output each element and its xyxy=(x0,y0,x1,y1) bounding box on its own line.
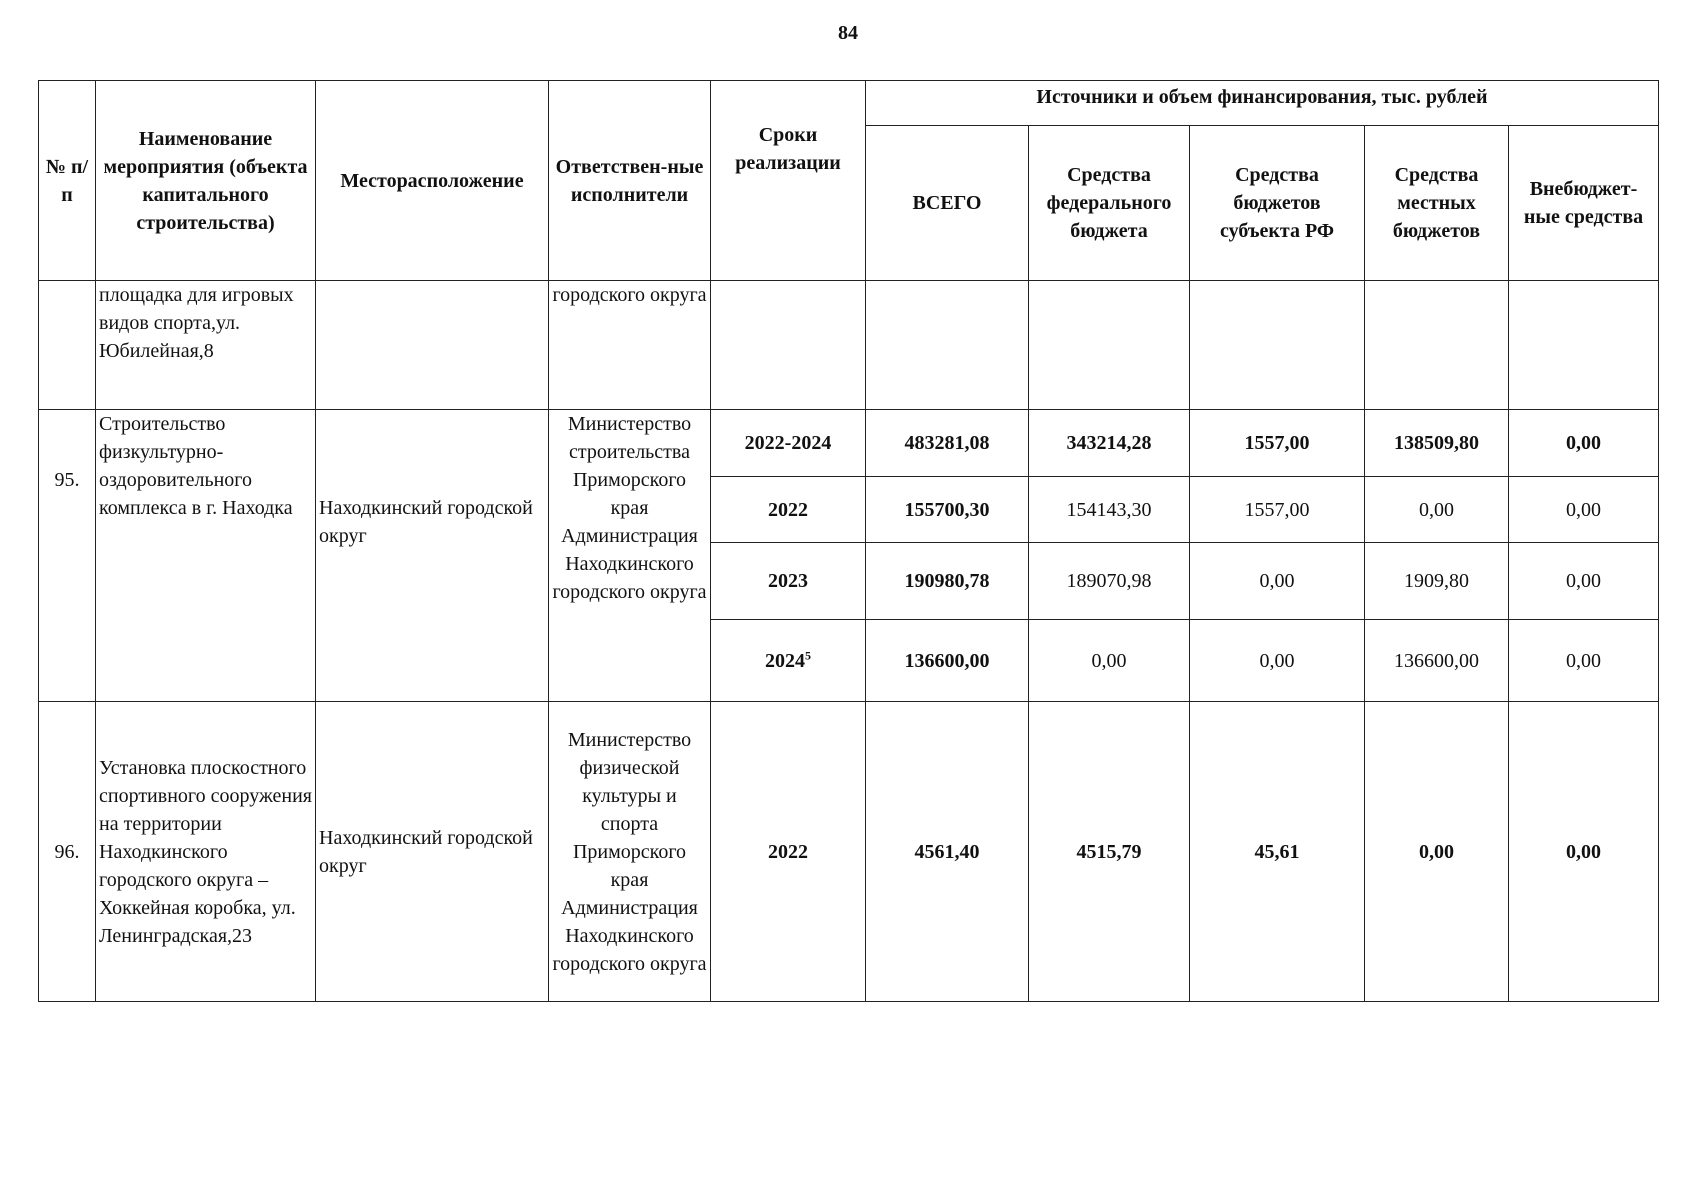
item95-local: 136600,00 xyxy=(1365,620,1509,702)
header-federal: Средства федерального бюджета xyxy=(1029,126,1190,281)
header-total: ВСЕГО xyxy=(866,126,1029,281)
item96-location: Находкинский городской округ xyxy=(316,702,549,1002)
item96-offbudget: 0,00 xyxy=(1509,702,1659,1002)
item95-term: 2023 xyxy=(711,543,866,620)
item95-local: 0,00 xyxy=(1365,477,1509,543)
item95-total: 155700,30 xyxy=(866,477,1029,543)
header-executors: Ответствен-ные исполнители xyxy=(549,81,711,281)
item95-offbudget: 0,00 xyxy=(1509,620,1659,702)
item95-name: Строительство физкультурно-оздоровительного комплекса в г. Находка xyxy=(96,410,316,702)
item95-total: 483281,08 xyxy=(866,410,1029,477)
item95-term: 2024$^5$ xyxy=(711,620,866,702)
item96-num: 96. xyxy=(39,702,96,1002)
item95-executors: Министерство строительства Приморского края Администрация Находкинского городского округа xyxy=(549,410,711,702)
item95-subject: 0,00 xyxy=(1190,620,1365,702)
item95-subject: 0,00 xyxy=(1190,543,1365,620)
item95-federal: 189070,98 xyxy=(1029,543,1190,620)
item95-location: Находкинский городской округ xyxy=(316,410,549,702)
item96-term: 2022 xyxy=(711,702,866,1002)
header-location: Месторасположение xyxy=(316,81,549,281)
item96-executors: Министерство физической культуры и спорта Приморского края Администрация Находкинского городского округа xyxy=(549,702,711,1002)
item95-federal: 154143,30 xyxy=(1029,477,1190,543)
header-num: № п/п xyxy=(39,81,96,281)
item95-offbudget: 0,00 xyxy=(1509,410,1659,477)
item96-federal: 4515,79 xyxy=(1029,702,1190,1002)
header-financing-group: Источники и объем финансирования, тыс. рублей xyxy=(866,81,1659,126)
cont-num xyxy=(39,281,96,410)
item95-term: 2022 xyxy=(711,477,866,543)
header-local: Средства местных бюджетов xyxy=(1365,126,1509,281)
footnote-marker: 5 xyxy=(805,647,811,662)
item95-subject: 1557,00 xyxy=(1190,410,1365,477)
header-subject: Средства бюджетов субъекта РФ xyxy=(1190,126,1365,281)
item95-offbudget: 0,00 xyxy=(1509,543,1659,620)
item95-total: 136600,00 xyxy=(866,620,1029,702)
item95-federal: 343214,28 xyxy=(1029,410,1190,477)
item96-total: 4561,40 xyxy=(866,702,1029,1002)
cont-name: площадка для игровых видов спорта,ул. Юбилейная,8 xyxy=(96,281,316,410)
item95-term: 2022-2024 xyxy=(711,410,866,477)
item96-name: Установка плоскостного спортивного сооружения на территории Находкинского городского округа – Хоккейная коробка, ул. Ленинградская,23 xyxy=(96,702,316,1002)
item95-num: 95. xyxy=(39,410,96,702)
item96-local: 0,00 xyxy=(1365,702,1509,1002)
header-name: Наименование мероприятия (объекта капитального строительства) xyxy=(96,81,316,281)
item95-total: 190980,78 xyxy=(866,543,1029,620)
item95-local: 138509,80 xyxy=(1365,410,1509,477)
item95-subject: 1557,00 xyxy=(1190,477,1365,543)
cont-location xyxy=(316,281,549,410)
item95-federal: 0,00 xyxy=(1029,620,1190,702)
header-offbudget: Внебюджет-ные средства xyxy=(1509,126,1659,281)
item95-local: 1909,80 xyxy=(1365,543,1509,620)
header-terms: Сроки реализации xyxy=(711,81,866,281)
financing-table xyxy=(38,80,1659,1002)
cont-executors: городского округа xyxy=(549,281,711,410)
page-number: 84 xyxy=(838,22,858,44)
item96-subject: 45,61 xyxy=(1190,702,1365,1002)
item95-offbudget: 0,00 xyxy=(1509,477,1659,543)
